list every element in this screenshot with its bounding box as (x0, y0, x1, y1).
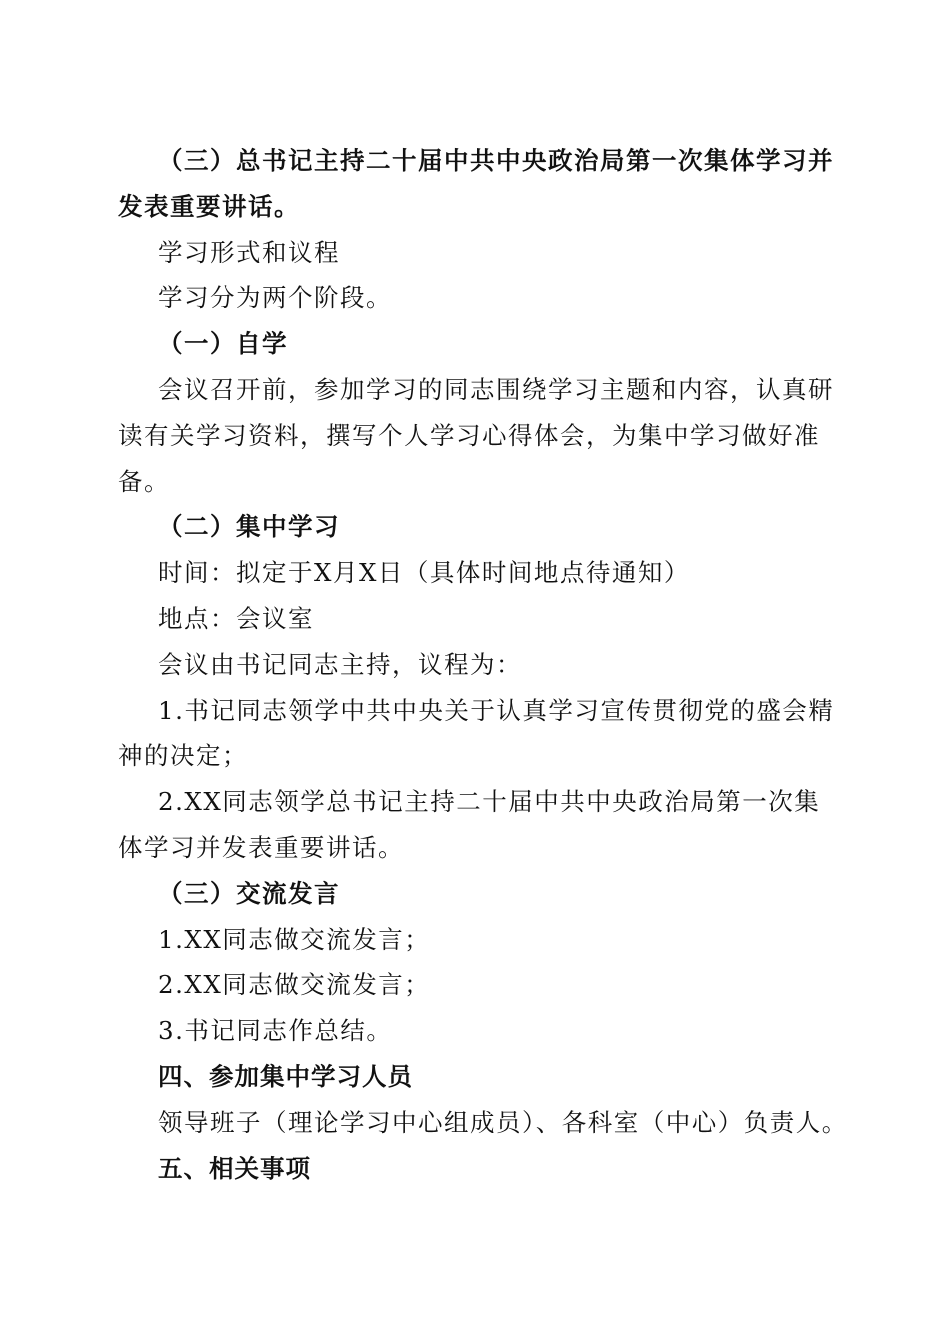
exchange-item3: 3.书记同志作总结。 (158, 1016, 393, 1046)
document-body (118, 138, 848, 1191)
exchange-heading: （三）交流发言 (158, 878, 340, 908)
agenda-intro: 会议由书记同志主持，议程为： (158, 649, 522, 679)
participants-text: 领导班子（理论学习中心组成员）、各科室（中心）负责人。 (158, 1107, 848, 1137)
study-stages-text: 学习分为两个阶段。 (158, 283, 392, 313)
agenda-item2-line2: 体学习并发表重要讲话。 (118, 832, 404, 862)
time-text: 时间：拟定于X月X日（具体时间地点待通知） (158, 558, 690, 588)
central-study-heading: （二）集中学习 (158, 512, 340, 542)
agenda-item2-line1: 2.XX同志领学总书记主持二十届中共中央政治局第一次集 (158, 787, 821, 817)
exchange-item1: 1.XX同志做交流发言； (158, 924, 431, 954)
self-study-para-line3: 备。 (118, 466, 170, 496)
location-text: 地点：会议室 (158, 603, 314, 633)
self-study-para-line1: 会议召开前，参加学习的同志围绕学习主题和内容，认真研 (158, 374, 834, 404)
self-study-para-line2: 读有关学习资料，撰写个人学习心得体会，为集中学习做好准 (118, 420, 820, 450)
self-study-heading: （一）自学 (158, 329, 288, 359)
section3-heading-line2: 发表重要讲话。 (118, 191, 300, 221)
study-form-title: 学习形式和议程 (158, 237, 340, 267)
exchange-item2: 2.XX同志做交流发言； (158, 970, 431, 1000)
agenda-item1-line2: 神的决定； (118, 741, 248, 771)
section3-heading-line1: （三）总书记主持二十届中共中央政治局第一次集体学习并 (158, 146, 834, 175)
agenda-item1-line1: 1.书记同志领学中共中央关于认真学习宣传贯彻党的盛会精 (158, 695, 835, 725)
section5-heading: 五、相关事项 (158, 1153, 311, 1183)
section4-heading: 四、参加集中学习人员 (158, 1061, 413, 1091)
